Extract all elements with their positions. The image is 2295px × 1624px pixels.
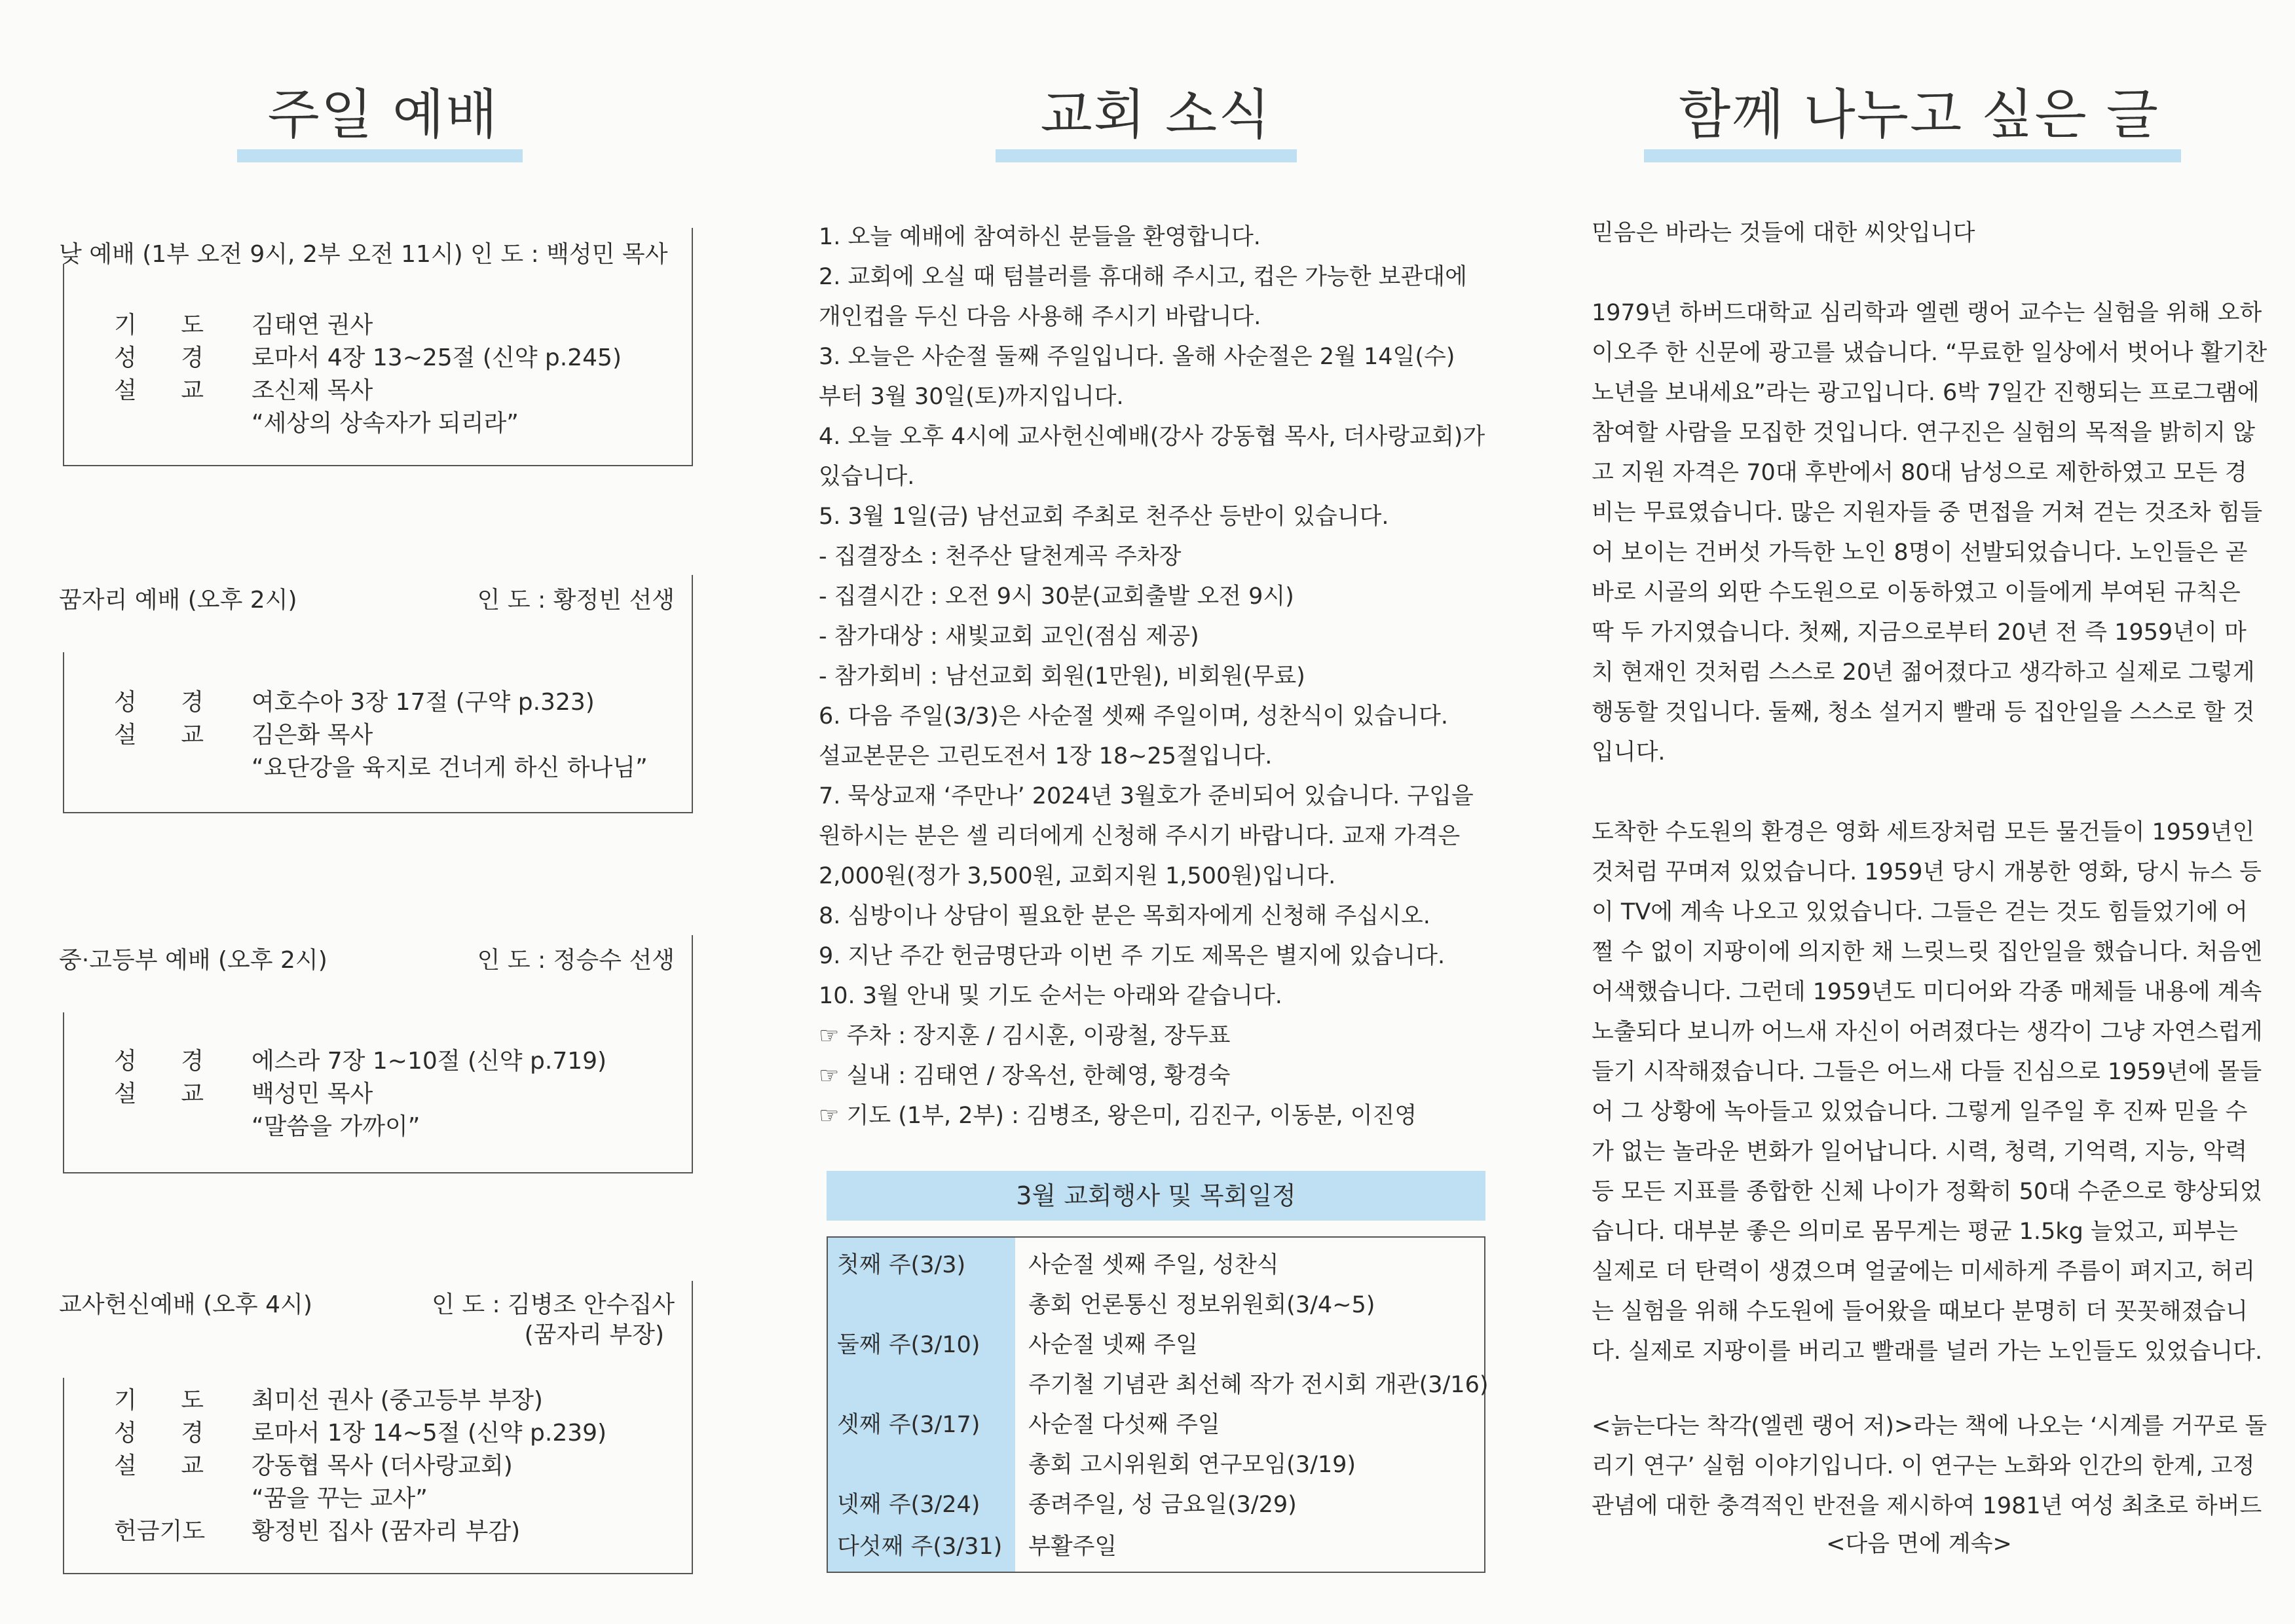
service-title: 꿈자리 예배 (오후 2시) <box>59 587 297 614</box>
row-value: 최미선 권사 (중고등부 부장) <box>252 1387 543 1414</box>
essay-line: 어 그 상황에 녹아들고 있었습니다. 그렇게 일주일 후 진짜 믿을 수 <box>1592 1099 2248 1125</box>
essay-line: 참여할 사람을 모집한 것입니다. 연구진은 실험의 목적을 밝히지 않 <box>1592 420 2256 446</box>
essay-line: 것처럼 꾸며져 있었습니다. 1959년 당시 개봉한 영화, 당시 뉴스 등 <box>1592 859 2262 885</box>
news-line: 9. 지난 주간 헌금명단과 이번 주 기도 제목은 별지에 있습니다. <box>819 943 1446 969</box>
row-key: 성 경 <box>114 1420 222 1447</box>
news-line: 7. 묵상교재 ‘주만나’ 2024년 3월호가 준비되어 있습니다. 구입을 <box>819 783 1474 809</box>
schedule-event: 종려주일, 성 금요일(3/29) <box>1028 1492 1297 1518</box>
essay-line: 는 실험을 위해 수도원에 들어왔을 때보다 분명히 더 꼿꼿해졌습니 <box>1592 1299 2248 1325</box>
essay-line: 들기 시작해졌습니다. 그들은 어느새 다들 진심으로 1959년에 몰들 <box>1592 1059 2262 1085</box>
essay-line: 등 모든 지표를 종합한 신체 나이가 정확히 50대 수준으로 향상되었 <box>1592 1179 2262 1205</box>
essay-line: 딱 두 가지였습니다. 첫째, 지금으로부터 20년 전 즉 1959년이 마 <box>1592 619 2247 646</box>
heading-underline <box>996 149 1297 162</box>
essay-title: 함께 나누고 싶은 글 <box>1679 84 2159 146</box>
service-title: 중·고등부 예배 (오후 2시) <box>59 947 327 974</box>
news-line: 6. 다음 주일(3/3)은 사순절 셋째 주일이며, 성찬식이 있습니다. <box>819 703 1448 729</box>
schedule-event: 부활주일 <box>1028 1534 1117 1560</box>
schedule-week: 첫째 주(3/3) <box>837 1252 966 1278</box>
row-value: 강동협 목사 (더사랑교회) <box>252 1452 513 1479</box>
essay-line: 행동할 것입니다. 둘째, 청소 설거지 빨래 등 집안일을 스스로 할 것 <box>1592 699 2255 726</box>
essay-line: 이오주 한 신문에 광고를 냈습니다. “무료한 일상에서 벗어나 활기찬 <box>1592 340 2267 366</box>
essay-line: 관념에 대한 충격적인 반전을 제시하여 1981년 여성 최초로 하버드 <box>1592 1493 2262 1519</box>
service-leader: 인 도 : 정승수 선생 <box>477 947 675 974</box>
news-line: 2. 교회에 오실 때 텀블러를 휴대해 주시고, 컵은 가능한 보관대에 <box>819 264 1467 290</box>
row-value: 황정빈 집사 (꿈자리 부감) <box>252 1518 521 1545</box>
row-key: 설 교 <box>114 722 222 748</box>
essay-line: 노출되다 보니까 어느새 자신이 어려졌다는 생각이 그냥 자연스럽게 <box>1592 1019 2263 1045</box>
worship-column <box>59 0 707 1624</box>
essay-line: 바로 시골의 외딴 수도원으로 이동하였고 이들에게 부여된 규칙은 <box>1592 580 2241 606</box>
essay-line: 고 지원 자격은 70대 후반에서 80대 남성으로 제한하였고 모든 경 <box>1592 460 2247 486</box>
service-header <box>59 1286 701 1348</box>
essay-line: 이 TV에 계속 나오고 있었습니다. 그들은 걷는 것도 힘들었기에 어 <box>1592 899 2248 925</box>
row-value: 조신제 목사 <box>252 377 373 404</box>
divider <box>692 228 693 265</box>
schedule-week: 둘째 주(3/10) <box>837 1332 980 1358</box>
news-heading <box>819 72 1493 149</box>
divider <box>692 1281 693 1378</box>
row-value: 에스라 7장 1~10절 (신약 p.719) <box>252 1048 607 1075</box>
essay-subtitle: 믿음은 바라는 것들에 대한 씨앗입니다 <box>1592 220 1975 246</box>
worship-heading <box>59 72 707 149</box>
row-value: “요단강을 육지로 건너게 하신 하나님” <box>252 754 648 781</box>
news-title: 교회 소식 <box>1040 84 1272 146</box>
schedule-week: 셋째 주(3/17) <box>837 1412 980 1438</box>
schedule-event: 사순절 셋째 주일, 성찬식 <box>1028 1252 1279 1278</box>
row-key: 성 경 <box>114 689 222 716</box>
news-line: 있습니다. <box>819 464 915 490</box>
news-line: 원하시는 분은 셀 리더에게 신청해 주시기 바랍니다. 교재 가격은 <box>819 823 1461 849</box>
continued-note: <다음 면에 계속> <box>1826 1531 2012 1557</box>
news-line: - 집결시간 : 오전 9시 30분(교회출발 오전 9시) <box>819 583 1294 610</box>
essay-line: 비는 무료였습니다. 많은 지원자들 중 면접을 거쳐 걷는 것조차 힘들 <box>1592 500 2263 526</box>
news-line: ☞ 실내 : 김태연 / 장옥선, 한혜영, 황경숙 <box>819 1063 1231 1089</box>
schedule-week: 다섯째 주(3/31) <box>837 1534 1003 1560</box>
row-key: 설 교 <box>114 377 222 404</box>
essay-line: 입니다. <box>1592 739 1666 766</box>
essay-line: 어 보이는 건버섯 가득한 노인 8명이 선발되었습니다. 노인들은 곧 <box>1592 540 2248 566</box>
row-value: 김태연 권사 <box>252 312 373 339</box>
row-key: 기 도 <box>114 312 222 339</box>
essay-line: <늙는다는 착각(엘렌 랭어 저)>라는 책에 나오는 ‘시계를 거꾸로 돌 <box>1592 1413 2267 1439</box>
news-line: ☞ 기도 (1부, 2부) : 김병조, 왕은미, 김진구, 이동분, 이진영 <box>819 1103 1417 1129</box>
essay-line: 다. 실제로 지팡이를 버리고 빨래를 널러 가는 노인들도 있었습니다. <box>1592 1338 2263 1365</box>
essay-heading <box>1592 72 2247 149</box>
divider <box>692 575 693 652</box>
row-value: 로마서 1장 14~5절 (신약 p.239) <box>252 1420 607 1447</box>
essay-line: 노년을 보내세요”라는 광고입니다. 6박 7일간 진행되는 프로그램에 <box>1592 380 2260 406</box>
essay-line: 습니다. 대부분 좋은 의미로 몸무게는 평균 1.5kg 늘었고, 피부는 <box>1592 1219 2239 1245</box>
news-line: 4. 오늘 오후 4시에 교사헌신예배(강사 강동협 목사, 더사랑교회)가 <box>819 424 1485 450</box>
divider <box>692 935 693 1012</box>
news-line: 5. 3월 1일(금) 남선교회 주최로 천주산 등반이 있습니다. <box>819 504 1389 530</box>
news-column <box>819 0 1493 1624</box>
news-line: 3. 오늘은 사순절 둘째 주일입니다. 올해 사순절은 2월 14일(수) <box>819 344 1455 370</box>
essay-line: 치 현재인 것처럼 스스로 20년 젊어졌다고 생각하고 실제로 그렇게 <box>1592 659 2255 686</box>
heading-underline <box>1644 149 2181 162</box>
essay-line: 도착한 수도원의 환경은 영화 세트장처럼 모든 물건들이 1959년인 <box>1592 819 2255 845</box>
essay-line: 실제로 더 탄력이 생겼으며 얼굴에는 미세하게 주름이 펴지고, 허리 <box>1592 1259 2256 1285</box>
essay-line: 1979년 하버드대학교 심리학과 엘렌 랭어 교수는 실험을 위해 오하 <box>1592 300 2262 326</box>
schedule-banner: 3월 교회행사 및 목회일정 <box>827 1171 1485 1221</box>
row-key: 성 경 <box>114 1048 222 1075</box>
row-value: 김은화 목사 <box>252 722 373 748</box>
essay-line: 쩔 수 없이 지팡이에 의지한 채 느릿느릿 집안일을 했습니다. 처음엔 <box>1592 939 2263 965</box>
news-line: 1. 오늘 예배에 참여하신 분들을 환영합니다. <box>819 224 1261 250</box>
service-header <box>59 942 701 975</box>
news-line: ☞ 주차 : 장지훈 / 김시훈, 이광철, 장두표 <box>819 1023 1231 1049</box>
schedule-event: 총회 고시위원회 연구모임(3/19) <box>1028 1452 1356 1478</box>
row-value: 로마서 4장 13~25절 (신약 p.245) <box>252 344 622 371</box>
worship-title: 주일 예배 <box>267 84 499 146</box>
news-line: - 참가대상 : 새빛교회 교인(점심 제공) <box>819 623 1199 650</box>
news-line: - 집결장소 : 천주산 달천계곡 주차장 <box>819 544 1182 570</box>
row-key: 설 교 <box>114 1452 222 1479</box>
row-key: 성 경 <box>114 344 222 371</box>
row-key: 설 교 <box>114 1080 222 1107</box>
schedule-table <box>827 1236 1489 1573</box>
row-key: 헌금기도 <box>114 1518 206 1545</box>
heading-underline <box>237 149 523 162</box>
schedule-event: 총회 언론통신 정보위원회(3/4~5) <box>1028 1292 1375 1318</box>
news-line: 개인컵을 두신 다음 사용해 주시기 바랍니다. <box>819 304 1261 330</box>
service-leader: 인 도 : 황정빈 선생 <box>477 587 675 614</box>
row-value: “말씀을 가까이” <box>252 1113 420 1140</box>
news-line: 10. 3월 안내 및 기도 순서는 아래와 같습니다. <box>819 983 1282 1009</box>
service-leader-note: (꿈자리 부장) <box>524 1321 664 1348</box>
schedule-week-column <box>828 1238 1015 1572</box>
service-title: 낮 예배 (1부 오전 9시, 2부 오전 11시) 인 도 : 백성민 목사 <box>59 241 668 268</box>
row-value: “세상의 상속자가 되리라” <box>252 410 519 437</box>
essay-line: 가 없는 놀라운 변화가 일어납니다. 시력, 청력, 기억력, 지능, 악력 <box>1592 1139 2248 1165</box>
schedule-event: 사순절 넷째 주일 <box>1028 1332 1198 1358</box>
schedule-week: 넷째 주(3/24) <box>837 1492 980 1518</box>
essay-line: 리기 연구’ 실험 이야기입니다. 이 연구는 노화와 인간의 한계, 고정 <box>1592 1453 2255 1479</box>
essay-column <box>1592 0 2267 1624</box>
schedule-event: 사순절 다섯째 주일 <box>1028 1412 1220 1438</box>
news-line: 8. 심방이나 상담이 필요한 분은 목회자에게 신청해 주십시오. <box>819 903 1430 929</box>
essay-line: 어색했습니다. 그런데 1959년도 미디어와 각종 매체들 내용에 계속 <box>1592 979 2262 1005</box>
news-line: - 참가회비 : 남선교회 회원(1만원), 비회원(무료) <box>819 663 1305 690</box>
service-header <box>59 581 701 615</box>
row-value: “꿈을 꾸는 교사” <box>252 1485 428 1512</box>
service-title: 교사헌신예배 (오후 4시) <box>59 1291 312 1318</box>
row-key: 기 도 <box>114 1387 222 1414</box>
row-value: 여호수아 3장 17절 (구약 p.323) <box>252 689 595 716</box>
row-value: 백성민 목사 <box>252 1080 373 1107</box>
service-leader: 인 도 : 김병조 안수집사 <box>432 1291 675 1318</box>
news-line: 2,000원(정가 3,500원, 교회지원 1,500원)입니다. <box>819 863 1336 889</box>
news-line: 부터 3월 30일(토)까지입니다. <box>819 384 1124 410</box>
schedule-event: 주기철 기념관 최선혜 작가 전시회 개관(3/16) <box>1028 1372 1489 1398</box>
news-line: 설교본문은 고린도전서 1장 18~25절입니다. <box>819 743 1273 769</box>
